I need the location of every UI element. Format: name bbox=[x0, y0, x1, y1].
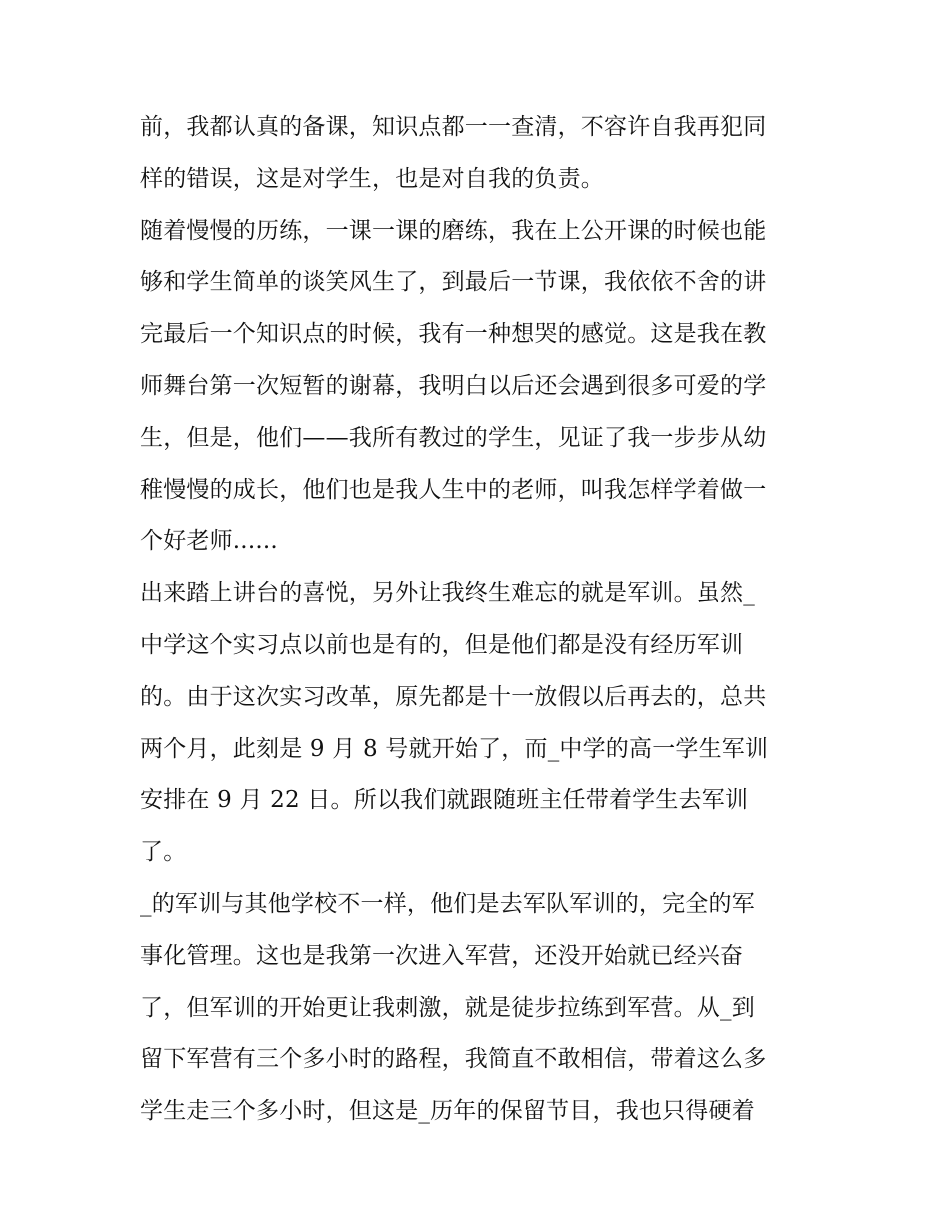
text-line: 两个月，此刻是 9 月 8 号就开始了，而_中学的高一学生军训 bbox=[140, 735, 769, 762]
text-line: 学生走三个多小时，但这是_历年的保留节目，我也只得硬着 bbox=[140, 1098, 755, 1125]
text-line: 了，但军训的开始更让我刺激，就是徒步拉练到军营。从_到 bbox=[140, 994, 755, 1021]
text-line: 事化管理。这也是我第一次进入军营，还没开始就已经兴奋 bbox=[140, 942, 744, 969]
text-line: 师舞台第一次短暂的谢幕，我明白以后还会遇到很多可爱的学 bbox=[140, 372, 767, 399]
text-line: _的军训与其他学校不一样，他们是去军队军训的，完全的军 bbox=[140, 890, 755, 917]
text-line: 出来踏上讲台的喜悦，另外让我终生难忘的就是军训。虽然_ bbox=[140, 580, 755, 607]
text-line: 的。由于这次实习改革，原先都是十一放假以后再去的，总共 bbox=[140, 683, 767, 710]
text-line: 中学这个实习点以前也是有的，但是他们都是没有经历军训 bbox=[140, 631, 744, 658]
text-line: 安排在 9 月 22 日。所以我们就跟随班主任带着学生去军训 bbox=[140, 787, 749, 814]
text-line: 样的错误，这是对学生，也是对自我的负责。 bbox=[140, 165, 604, 192]
text-line: 稚慢慢的成长，他们也是我人生中的老师，叫我怎样学着做一 bbox=[140, 476, 767, 503]
text-line: 生，但是，他们——我所有教过的学生，见证了我一步步从幼 bbox=[140, 424, 767, 451]
text-line: 了。 bbox=[140, 839, 187, 866]
text-line: 前，我都认真的备课，知识点都一一查清，不容许自我再犯同 bbox=[140, 114, 767, 140]
body-text bbox=[140, 102, 820, 1138]
text-line: 个好老师...... bbox=[140, 528, 278, 555]
text-line: 完最后一个知识点的时候，我有一种想哭的感觉。这是我在教 bbox=[140, 321, 767, 348]
text-line: 留下军营有三个多小时的路程，我简直不敢相信，带着这么多 bbox=[140, 1046, 767, 1073]
text-line: 够和学生简单的谈笑风生了，到最后一节课，我依依不舍的讲 bbox=[140, 269, 767, 296]
text-line: 随着慢慢的历练，一课一课的磨练，我在上公开课的时候也能 bbox=[140, 217, 767, 244]
